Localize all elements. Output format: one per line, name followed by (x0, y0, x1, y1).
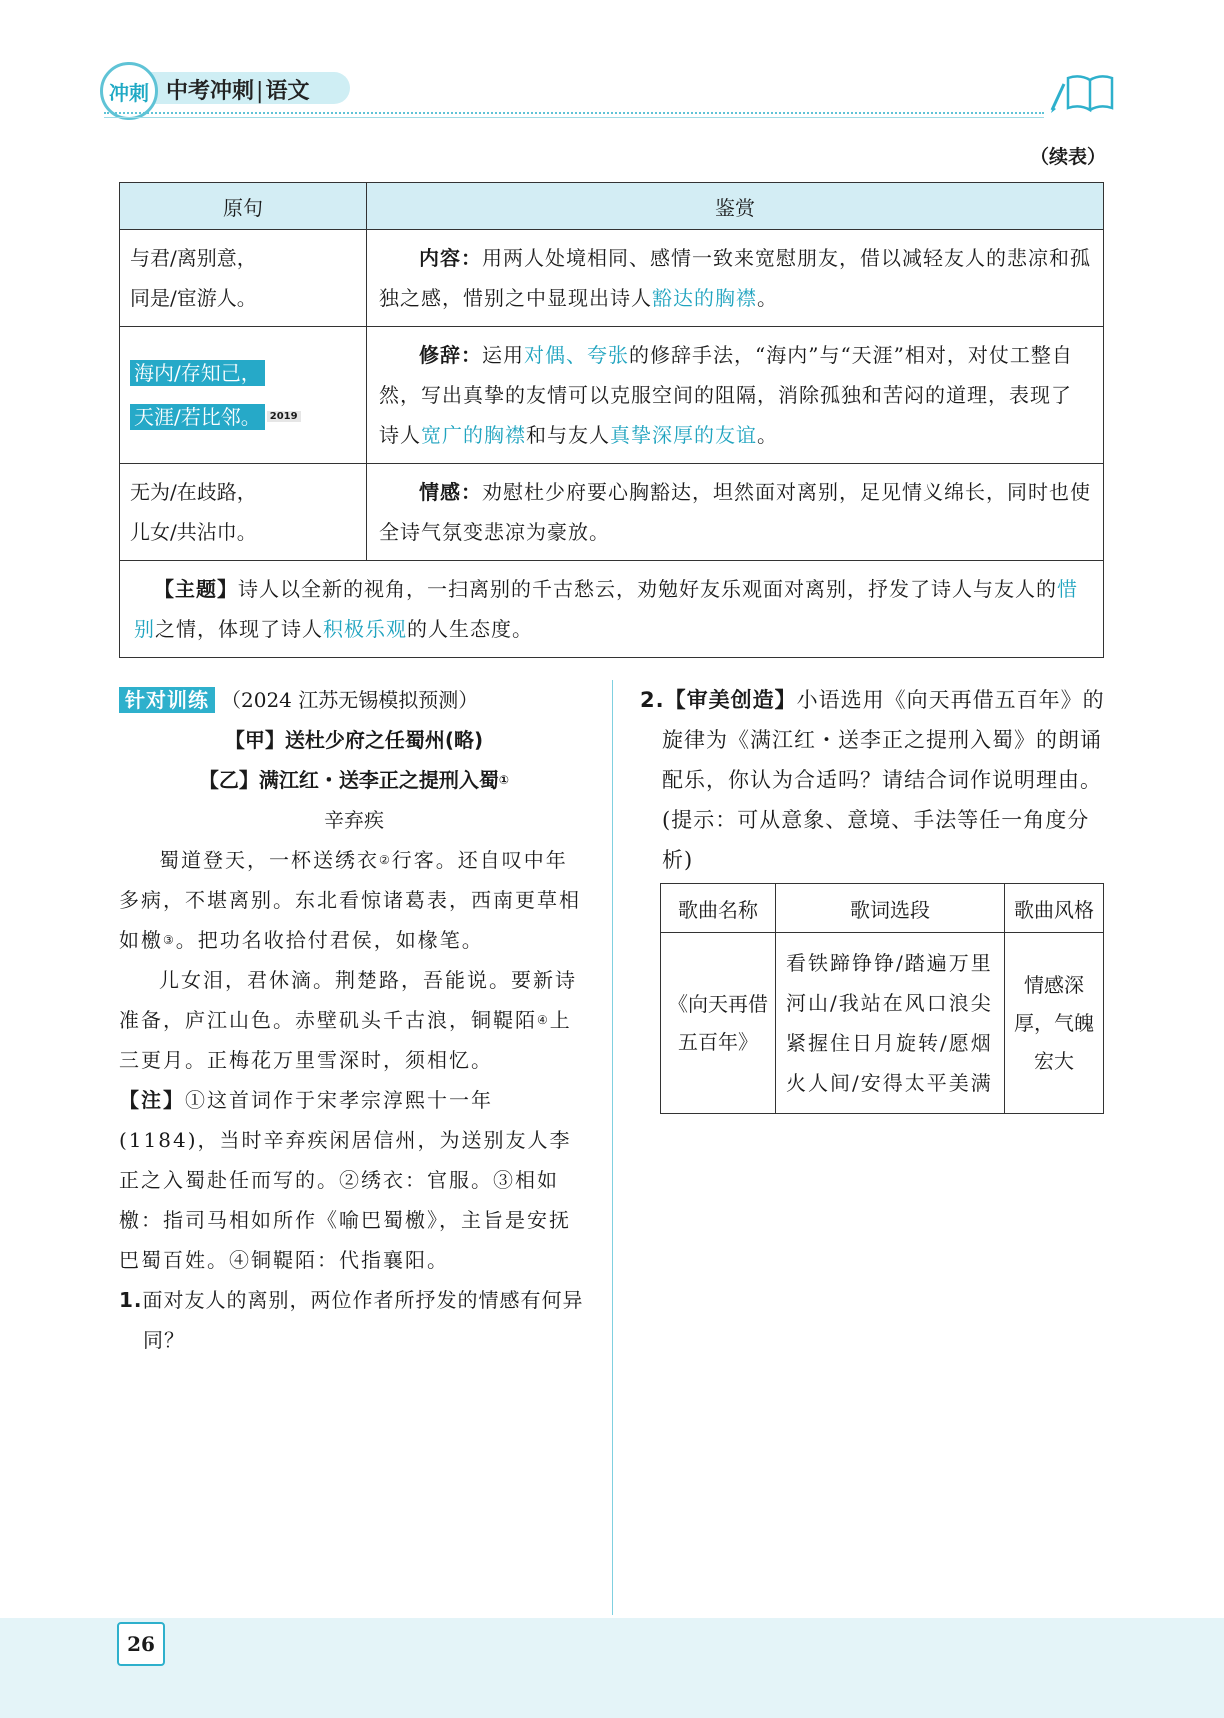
col-header-appreciation: 鉴赏 (367, 183, 1104, 230)
col-header-original: 原句 (120, 183, 367, 230)
appreciation-cell (367, 327, 1104, 464)
highlight-text: 宽广的胸襟 (421, 423, 526, 447)
question-2 (640, 680, 1106, 880)
appreciation-text: 劝慰杜少府要心胸豁达，坦然面对离别，足见情义绵长，同时也使全诗气氛变悲凉为豪放。 (379, 480, 1091, 544)
footnote-marker: ④ (537, 1013, 550, 1027)
exercise-source: （2024 江苏无锡模拟预测） (221, 688, 479, 712)
footnote-marker: ③ (163, 933, 176, 947)
col-header-song-name: 歌曲名称 (661, 884, 776, 933)
original-cell (120, 327, 367, 464)
song-lyrics: 看铁蹄铮铮/踏遍万里河山/我站在风口浪尖紧握住日月旋转/愿烟火人间/安得太平美满 (776, 933, 1005, 1114)
continued-label: （续表） (1029, 146, 1106, 168)
subject: 语文 (265, 79, 310, 104)
poem-title-a: 【甲】送杜少府之任蜀州(略) (224, 728, 484, 752)
appreciation-cell (367, 464, 1104, 561)
notes-label: 【注】 (119, 1088, 185, 1112)
appreciation-text: 的修辞手法，“海内”与“天涯”相对，对仗工整自然，写出真挚的友情可以克服空间的阻隔，消除孤独和苦闷的道理，表现了诗人 (379, 343, 1073, 447)
footer-band (0, 1618, 1224, 1718)
original-cell (120, 230, 367, 327)
notes (119, 1080, 589, 1280)
theme-text: 的人生态度。 (407, 617, 533, 641)
right-column (640, 680, 1106, 880)
poem-text: 行客。还自叹中年多病，不堪离别。东北看惊诸葛表，西南更草相如檄 (119, 848, 581, 952)
theme-row (120, 561, 1104, 658)
song-style: 情感深厚，气魄宏大 (1005, 933, 1104, 1114)
notes-text: ①这首词作于宋孝宗淳熙十一年(1184)，当时辛弃疾闲居信州，为送别友人李正之入蜀赴任而写的。②绣衣：官服。③相如檄：指司马相如所作《喻巴蜀檄》，主旨是安抚巴蜀百姓。④铜鞮陌：代指襄阳。 (119, 1088, 572, 1272)
theme-text: 诗人以全新的视角，一扫离别的千古愁云，劝勉好友乐观面对离别，抒发了诗人与友人的 (238, 577, 1057, 601)
appreciation-text: 用两人处境相同、感情一致来宽慰朋友，借以减轻友人的悲凉和孤独之感，惜别之中显现出诗人 (379, 246, 1091, 310)
question-number: 2. (640, 688, 665, 712)
question-text: 小语选用《向天再借五百年》的旋律为《满江红・送李正之提刑入蜀》的朗诵配乐，你认为合适吗？请结合词作说明理由。(提示：可从意象、意境、手法等任一角度分析) (662, 688, 1105, 872)
original-line: 无为/在歧路， (130, 480, 257, 504)
song-table (660, 883, 1104, 1114)
page-number: 26 (117, 1622, 165, 1666)
highlight-text: 豁达的胸襟 (652, 286, 757, 310)
header-separator: | (256, 79, 264, 104)
header-divider (104, 112, 1044, 114)
appreciation-text: 运用 (482, 343, 524, 367)
appreciation-text: 和与友人 (526, 423, 610, 447)
highlight-text: 惜别 (134, 577, 1078, 641)
column-divider (612, 680, 613, 1615)
appreciation-text: 。 (757, 286, 778, 310)
appreciation-text: 。 (757, 423, 778, 447)
highlight-text: 对偶、夸张 (524, 343, 629, 367)
appreciation-table (119, 182, 1104, 658)
song-row (661, 933, 1104, 1114)
book-series: 中考冲刺 (166, 79, 255, 104)
poem-title-b-text: 【乙】满江红・送李正之提刑入蜀 (198, 768, 499, 792)
book-pencil-icon (1050, 70, 1114, 114)
song-table-header (661, 884, 1104, 933)
theme-label: 【主题】 (154, 577, 238, 601)
poem-paragraph (119, 960, 589, 1080)
poem-title-b (119, 760, 589, 800)
header-title (166, 74, 309, 105)
question-text: 面对友人的离别，两位作者所抒发的情感有何异同？ (142, 1288, 584, 1352)
highlight-text: 真挚深厚的友谊 (610, 423, 757, 447)
appreciation-label: 修辞： (419, 343, 482, 367)
col-header-lyrics: 歌词选段 (776, 884, 1005, 933)
original-line: 儿女/共沾巾。 (130, 520, 257, 544)
footnote-marker: ① (498, 773, 510, 787)
original-line-highlight: 海内/存知己， (130, 360, 265, 386)
appreciation-label: 内容： (419, 246, 482, 270)
poem-author: 辛弃疾 (324, 808, 384, 832)
poem-text: 。把功名收拾付君侯，如椽笔。 (175, 928, 484, 952)
original-line: 同是/宦游人。 (130, 286, 257, 310)
poem-text: 蜀道登天，一杯送绣衣 (159, 848, 379, 872)
question-number: 1. (119, 1288, 143, 1312)
theme-cell (120, 561, 1104, 658)
header-divider-2 (104, 117, 1044, 118)
poem-text: 上三更月。正梅花万里雪深时，须相忆。 (119, 1008, 572, 1072)
col-header-style: 歌曲风格 (1005, 884, 1104, 933)
appreciation-cell (367, 230, 1104, 327)
logo-text: 冲刺 (109, 80, 149, 105)
song-name: 《向天再借五百年》 (661, 933, 776, 1114)
table-row (120, 230, 1104, 327)
original-cell (120, 464, 367, 561)
poem-text: 儿女泪，君休滴。荆楚路，吾能说。要新诗准备，庐江山色。赤壁矶头千古浪，铜鞮陌 (119, 968, 577, 1032)
poem-paragraph (119, 840, 589, 960)
question-1 (119, 1280, 589, 1360)
exercise-tag: 针对训练 (119, 687, 215, 713)
original-line: 与君/离别意， (130, 246, 257, 270)
question-label: 【审美创造】 (664, 688, 797, 712)
exam-year-badge: 2019 (267, 411, 301, 422)
table-header-row (120, 183, 1104, 230)
theme-text: 之情，体现了诗人 (155, 617, 323, 641)
exercise-heading (119, 680, 589, 720)
highlight-text: 积极乐观 (323, 617, 407, 641)
table-row (120, 327, 1104, 464)
left-column (119, 680, 589, 1360)
original-line-highlight: 天涯/若比邻。 (130, 404, 265, 430)
table-row (120, 464, 1104, 561)
footnote-marker: ② (379, 853, 392, 867)
appreciation-label: 情感： (419, 480, 482, 504)
